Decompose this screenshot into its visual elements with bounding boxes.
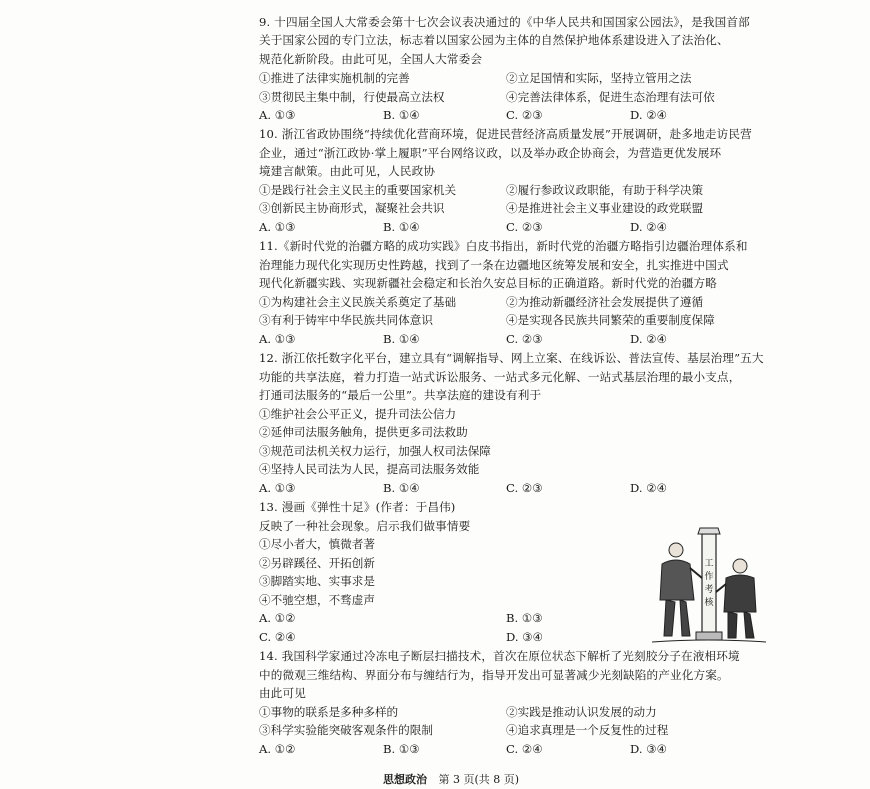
q9-option-3: ③贯彻民主集中制，行使最高立法权 [259,90,445,104]
cartoon-sign-char: 考 [704,585,714,595]
q10-option-4: ④是推进社会主义事业建设的政党联盟 [506,201,704,215]
q10-choice-b: B. ①④ [383,220,420,234]
left-figure [660,543,702,636]
cartoon-sign-char: 作 [704,572,714,582]
q10-choice-a: A. ①③ [259,220,296,234]
q10-stem-line-1: 10. 浙江省政协围绕“持续优化营商环境，促进民营经济高质量发展”开展调研，赴多地走访民营 [259,127,752,141]
q13-option-4: ④不驰空想，不骛虚声 [259,593,375,607]
q13-choice-b: B. ①③ [506,611,543,625]
q9-stem-line-2: 关于国家公园的专门立法，标志着以国家公园为主体的自然保护地体系建设进入了法治化、 [259,33,729,47]
q12-choice-c: C. ②③ [506,481,543,495]
footer-subject: 思想政治 [383,773,427,786]
q9-stem-line-1: 9. 十四届全国人大常委会第十七次会议表决通过的《中华人民共和国国家公园法》，是我国首部 [259,15,750,29]
q11-choice-d: D. ②④ [630,332,668,346]
q12-choice-d: D. ②④ [630,481,668,495]
q10-choice-d: D. ②④ [630,220,668,234]
q14-stem-line-1: 14. 我国科学家通过冷冻电子断层扫描技术，首次在原位状态下解析了光刻胶分子在液相环境 [259,649,740,663]
q14-option-2: ②实践是推动认识发展的动力 [506,705,657,719]
q14-stem-line-3: 由此可见 [259,686,306,700]
q11-stem-line-2: 治理能力现代化实现历史性跨越，找到了一条在边疆地区统筹发展和安全，扎实推进中国式 [259,258,729,272]
q11-stem-line-3: 现代化新疆实践、实现新疆社会稳定和长治久安总目标的正确道路。新时代党的治疆方略 [259,276,718,290]
q11-option-2: ②为推动新疆经济社会发展提供了遵循 [506,295,704,309]
page-footer [383,771,519,787]
q9-option-1: ①推进了法律实施机制的完善 [259,71,410,85]
q10-option-3: ③创新民主协商形式，凝聚社会共识 [259,201,445,215]
q12-stem-line-2: 功能的共享法庭，着力打造一站式诉讼服务、一站式多元化解、一站式基层治理的最小支点， [259,370,741,384]
q11-option-1: ①为构建社会主义民族关系奠定了基础 [259,295,457,309]
q14-option-4: ④追求真理是一个反复性的过程 [506,723,669,737]
q12-option-3: ③规范司法机关权力运行，加强人权司法保障 [259,444,491,458]
q9-choice-a: A. ①③ [259,108,296,122]
q13-stem-line-2: 反映了一种社会现象。启示我们做事情要 [259,519,471,533]
q10-option-2: ②履行参政议政职能，有助于科学决策 [506,183,704,197]
q13-choice-a: A. ①② [259,611,296,625]
q9-option-4: ④完善法律体系，促进生态治理有法可依 [506,90,715,104]
q12-option-2: ②延伸司法服务触角，提供更多司法救助 [259,425,468,439]
cartoon-sign-char: 核 [704,598,714,608]
q14-choice-a: A. ①② [259,742,296,756]
q14-option-1: ①事物的联系是多种多样的 [259,705,399,719]
q10-choice-c: C. ②③ [506,220,543,234]
q9-choice-c: C. ②③ [506,108,543,122]
q10-stem-line-2: 企业，通过“浙江政协·掌上履职”平台网络议政，以及举办政企协商会，为营造更优发展环 [259,146,722,160]
q12-stem-line-1: 12. 浙江依托数字化平台，建立具有“调解指导、网上立案、在线诉讼、普法宣传、基层治理”五大 [259,351,764,365]
q10-stem-line-3: 境建言献策。由此可见，人民政协 [259,164,436,178]
q13-option-2: ②另辟蹊径、开拓创新 [259,556,375,570]
cartoon-sign-char: 工 [704,559,714,569]
right-figure [716,559,756,638]
q9-choice-d: D. ②④ [630,108,668,122]
q12-stem-line-3: 打通司法服务的“最后一公里”。共享法庭的建设有利于 [259,388,542,402]
q14-choice-c: C. ②④ [506,742,543,756]
q12-option-1: ①维护社会公平正义，提升司法公信力 [259,407,457,421]
q14-choice-b: B. ①③ [383,742,420,756]
q11-choice-a: A. ①③ [259,332,296,346]
q9-choice-b: B. ①④ [383,108,420,122]
q13-cartoon-image [648,520,770,648]
q10-option-1: ①是践行社会主义民主的重要国家机关 [259,183,457,197]
q14-option-3: ③科学实验能突破客观条件的限制 [259,723,433,737]
q13-stem-line-1: 13. 漫画《弹性十足》(作者：于昌伟) [259,500,456,514]
q11-choice-b: B. ①④ [383,332,420,346]
q13-choice-d: D. ③④ [506,630,544,644]
q14-choice-d: D. ③④ [630,742,668,756]
q11-option-4: ④是实现各民族共同繁荣的重要制度保障 [506,313,715,327]
q11-stem-line-1: 11.《新时代党的治疆方略的成功实践》白皮书指出，新时代党的治疆方略指引边疆治理体系和 [259,239,748,253]
q12-option-4: ④坚持人民司法为人民，提高司法服务效能 [259,462,480,476]
q14-stem-line-2: 中的微观三维结构、界面分布与缠结行为，指导开发出可显著减少光刻缺陷的产业化方案。 [259,668,729,682]
q12-choice-a: A. ①③ [259,481,296,495]
q11-choice-c: C. ②③ [506,332,543,346]
q13-choice-c: C. ②④ [259,630,296,644]
q9-option-2: ②立足国情和实际，坚持立管用之法 [506,71,692,85]
q9-stem-line-3: 规范化新阶段。由此可见，全国人大常委会 [259,52,483,66]
footer-page-number: 第 3 页(共 8 页) [438,773,520,786]
q12-choice-b: B. ①④ [383,481,420,495]
q11-option-3: ③有利于铸牢中华民族共同体意识 [259,313,433,327]
q13-option-1: ①尽小者大，慎微者著 [259,537,375,551]
q13-option-3: ③脚踏实地、实事求是 [259,574,375,588]
